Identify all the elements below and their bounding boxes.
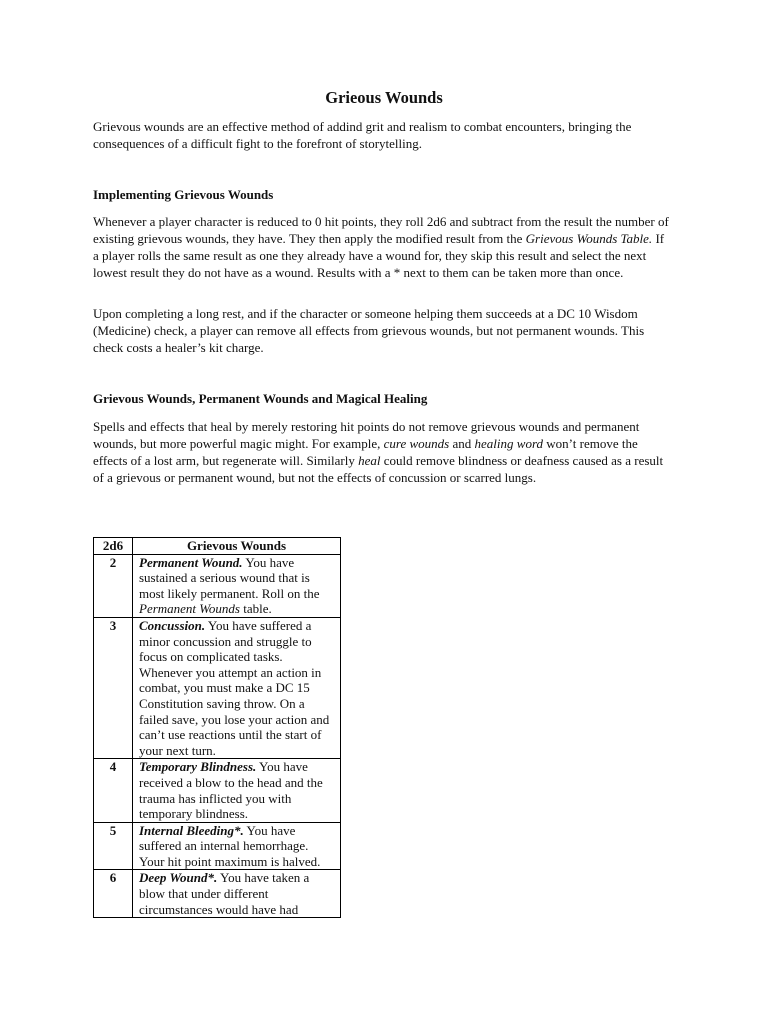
table-row (94, 822, 341, 870)
roll-value: 5 (94, 822, 133, 870)
wound-description: Permanent Wound. You have sustained a serious wound that is most likely permanent. Roll on the Permanent Wounds table. (133, 554, 341, 617)
roll-value: 6 (94, 870, 133, 918)
roll-value: 3 (94, 617, 133, 758)
page-title: Grieous Wounds (325, 88, 443, 107)
wound-description: Concussion. You have suffered a minor concussion and struggle to focus on complicated tasks. Whenever you attempt an action in combat, you must make a DC 15 Constitution saving throw. On a failed save, you lose your action and can’t use reactions until the start of your next turn. (133, 617, 341, 758)
column-header-2d6: 2d6 (94, 538, 133, 555)
column-header-grievous-wounds: Grievous Wounds (133, 538, 341, 555)
implementing-paragraph-2: Upon completing a long rest, and if the character or someone helping them succeeds at a DC 10 Wisdom (Medicine) check, a player can remove all effects from grievous wounds, but not permanent wounds. This check costs a healer’s kit charge. (93, 306, 645, 355)
roll-value: 2 (94, 554, 133, 617)
table-row (94, 617, 341, 758)
table-row (94, 554, 341, 617)
wound-description: Internal Bleeding*. You have suffered an internal hemorrhage. Your hit point maximum is halved. (133, 822, 341, 870)
table-header-row (94, 538, 341, 555)
wound-description: Deep Wound*. You have taken a blow that under different circumstances would have had (133, 870, 341, 918)
intro-paragraph: Grievous wounds are an effective method of addind grit and realism to combat encounters, bringing the consequences of a difficult fight to the forefront of storytelling. (93, 119, 632, 151)
implementing-paragraph-1: Whenever a player character is reduced to 0 hit points, they roll 2d6 and subtract from the result the number of existing grievous wounds, they have. They then apply the modified result from the Grievous Wounds Table. If a player rolls the same result as one they already have a wound for, they skip this result and select the next lowest result they do not have as a wound. Results with a * next to them can be taken more than once. (93, 214, 669, 280)
table-row (94, 870, 341, 918)
section-heading-magical-healing: Grievous Wounds, Permanent Wounds and Magical Healing (93, 391, 428, 406)
section-heading-implementing: Implementing Grievous Wounds (93, 187, 274, 202)
grievous-wounds-table (93, 537, 341, 918)
magical-healing-paragraph: Spells and effects that heal by merely restoring hit points do not remove grievous wounds and permanent wounds, but more powerful magic might. For example, cure wounds and healing word won’t remove the effects of a lost arm, but regenerate will. Similarly heal could remove blindness or deafness caused as a result of a grievous or permanent wound, but not the effects of concussion or scarred lungs. (93, 419, 664, 485)
wound-description: Temporary Blindness. You have received a blow to the head and the trauma has inflicted you with temporary blindness. (133, 759, 341, 822)
roll-value: 4 (94, 759, 133, 822)
table-row (94, 759, 341, 822)
